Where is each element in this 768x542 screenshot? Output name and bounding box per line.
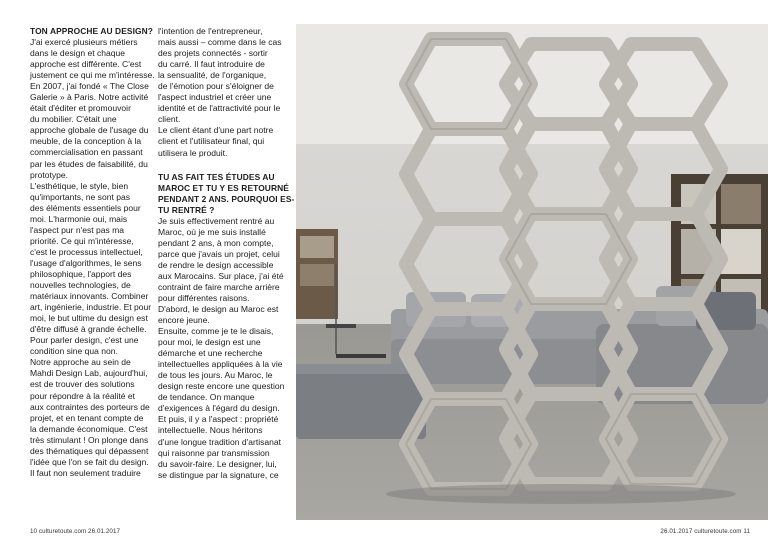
text-line: D'abord, le design au Maroc est: [158, 303, 279, 314]
text-line: Il faut non seulement traduire: [30, 467, 141, 478]
text-line: TU RENTRÉ ?: [158, 204, 215, 215]
text-line: démarche et une recherche: [158, 348, 263, 359]
text-line: approche est différente. C'est: [30, 59, 142, 70]
text-line: MAROC ET TU Y ES RETOURNÉ: [158, 182, 289, 193]
text-line: l'intention de l'entrepreneur,: [158, 26, 263, 36]
text-line: d'une longue tradition d'artisanat: [158, 436, 282, 447]
paragraph: [158, 125, 281, 158]
text-line: aux contraintes des porteurs de: [30, 401, 150, 412]
text-line: aux Marocains. Sur place, j'ai été: [158, 270, 284, 281]
text-line: Mahdi Design Lab, aujourd'hui,: [30, 368, 148, 379]
text-line: mais aussi – comme dans le cas: [158, 37, 282, 48]
text-line: se distingue par la signature, ce: [158, 469, 279, 480]
text-line: pendant 2 ans, à mon compte,: [158, 237, 274, 248]
text-line: Pour parler design, c'est une: [30, 335, 139, 346]
text-line: intellectuelle. Nous héritons: [158, 425, 263, 436]
text-line: d'être diffusé à grande échelle.: [30, 324, 147, 335]
text-line: commercialisation en passant: [30, 147, 143, 158]
text-line: par les études de faisabilité, du: [30, 158, 148, 169]
text-line: intellectuelles appliquées à la vie: [158, 359, 283, 370]
paragraph: [30, 181, 153, 358]
paragraph: [158, 26, 281, 125]
text-line: meuble, de la conception à la: [30, 136, 142, 147]
text-line: moi. L'harmonie oui, mais: [30, 213, 128, 224]
honeycomb-shelf-illustration: [296, 24, 768, 520]
text-line: pour différentes raisons.: [158, 292, 250, 303]
text-line: utilisera le produit.: [158, 147, 228, 158]
text-line: qu'importants, ne sont pas: [30, 191, 130, 202]
text-line: l'idée que l'on se fait du design.: [30, 456, 149, 467]
text-line: qui raisonne par transmission: [158, 447, 270, 458]
text-line: est de trouver des solutions: [30, 379, 135, 390]
folio-left-text: 10 culturetoute.com 26.01.2017: [30, 528, 121, 535]
text-line: d'exigences à l'égard du design.: [158, 403, 280, 414]
paragraph: [158, 304, 281, 326]
text-line: L'esthétique, le style, bien: [30, 180, 129, 191]
text-line: prototype.: [30, 169, 69, 180]
text-line: de tendance. On manque: [158, 392, 255, 403]
question-heading-studies: [158, 171, 295, 216]
text-line: contraint de faire marche arrière: [158, 281, 280, 292]
text-line: condition sine qua non.: [30, 346, 118, 357]
text-line: client et l'utilisateur final, qui: [158, 136, 265, 147]
paragraph: [30, 37, 153, 181]
paragraph: [158, 215, 284, 304]
text-line: la demande économique. C'est: [30, 423, 148, 434]
text-line: du savoir-faire. Le designer, lui,: [158, 458, 277, 469]
text-line: du carré. Il faut introduire de: [158, 59, 265, 70]
text-line: approche globale de l'usage du: [30, 125, 149, 136]
interior-photo: [296, 24, 768, 520]
text-line: art, ingénierie, industrie. Et pour: [30, 302, 152, 313]
text-line: design reste encore une question: [158, 381, 285, 392]
text-column-right: [158, 26, 295, 481]
text-line: identité et de l'attractivité pour le: [158, 103, 281, 114]
text-line: justement ce qui me m'intéresse.: [30, 70, 155, 81]
text-line: pour moi, le design est une: [158, 337, 261, 348]
text-column-left: [30, 26, 153, 479]
text-line: J'ai exercé plusieurs métiers: [30, 37, 138, 47]
text-line: Notre approche au sein de: [30, 357, 131, 368]
text-line: Galerie » à Paris. Notre activité: [30, 92, 149, 103]
paragraph: [158, 326, 285, 481]
text-line: l'aspect pur n'est pas ma: [30, 224, 125, 235]
text-line: client.: [158, 114, 181, 125]
text-line: des thématiques qui dépassent: [30, 445, 149, 456]
text-line: Ensuite, comme je te le disais,: [158, 326, 274, 337]
text-line: était d'éditer et promouvoir: [30, 103, 131, 114]
text-line: du mobilier. C'était une: [30, 114, 117, 125]
text-line: projet, et en tenant compte de: [30, 412, 144, 423]
text-line: priorité. Ce qui m'intéresse,: [30, 235, 134, 246]
text-line: c'est le processus intellectuel,: [30, 246, 143, 257]
question-heading-approach: TON APPROCHE AU DESIGN?: [30, 26, 153, 36]
text-line: pour répondre à la réalité et: [30, 390, 136, 401]
text-line: nouvelles technologies, de: [30, 280, 131, 291]
text-line: philosophique, l'apport des: [30, 268, 132, 279]
text-line: encore jeune.: [158, 314, 210, 325]
text-line: moi, le but ultime du design est: [30, 313, 148, 324]
text-line: Le client étant d'une part notre: [158, 125, 274, 136]
text-line: de l'émotion pour s'éloigner de: [158, 81, 274, 92]
text-line: dans le design et chaque: [30, 48, 126, 59]
folio-left: [30, 528, 120, 535]
text-line: parce que j'avais un projet, celui: [158, 248, 280, 259]
text-line: TU AS FAIT TES ÉTUDES AU: [158, 171, 275, 182]
text-line: de rendre le design accessible: [158, 259, 274, 270]
text-line: Je suis effectivement rentré au: [158, 215, 275, 226]
text-line: PENDANT 2 ANS. POURQUOI ES-: [158, 193, 295, 204]
text-line: l'usage d'algorithmes, le sens: [30, 257, 142, 268]
text-line: Maroc, où je me suis installé: [158, 226, 266, 237]
text-line: très stimulant ! On plonge dans: [30, 434, 149, 445]
paragraph: [30, 357, 153, 479]
text-line: des éléments essentiels pour: [30, 202, 141, 213]
text-line: matériaux innovants. Combiner: [30, 291, 149, 302]
text-line: l'aspect industriel et créer une: [158, 92, 272, 103]
text-line: la sensualité, de l'organique,: [158, 70, 267, 81]
folio-right-text: 26.01.2017 culturetoute.com 11: [660, 528, 750, 535]
folio-right: [660, 528, 750, 535]
text-line: des projets connectés - sortir: [158, 48, 268, 59]
text-line: de tous les jours. Au Maroc, le: [158, 370, 273, 381]
text-line: En 2007, j'ai fondé « The Close: [30, 81, 149, 92]
text-line: Et puis, il y a l'aspect : propriété: [158, 414, 279, 425]
